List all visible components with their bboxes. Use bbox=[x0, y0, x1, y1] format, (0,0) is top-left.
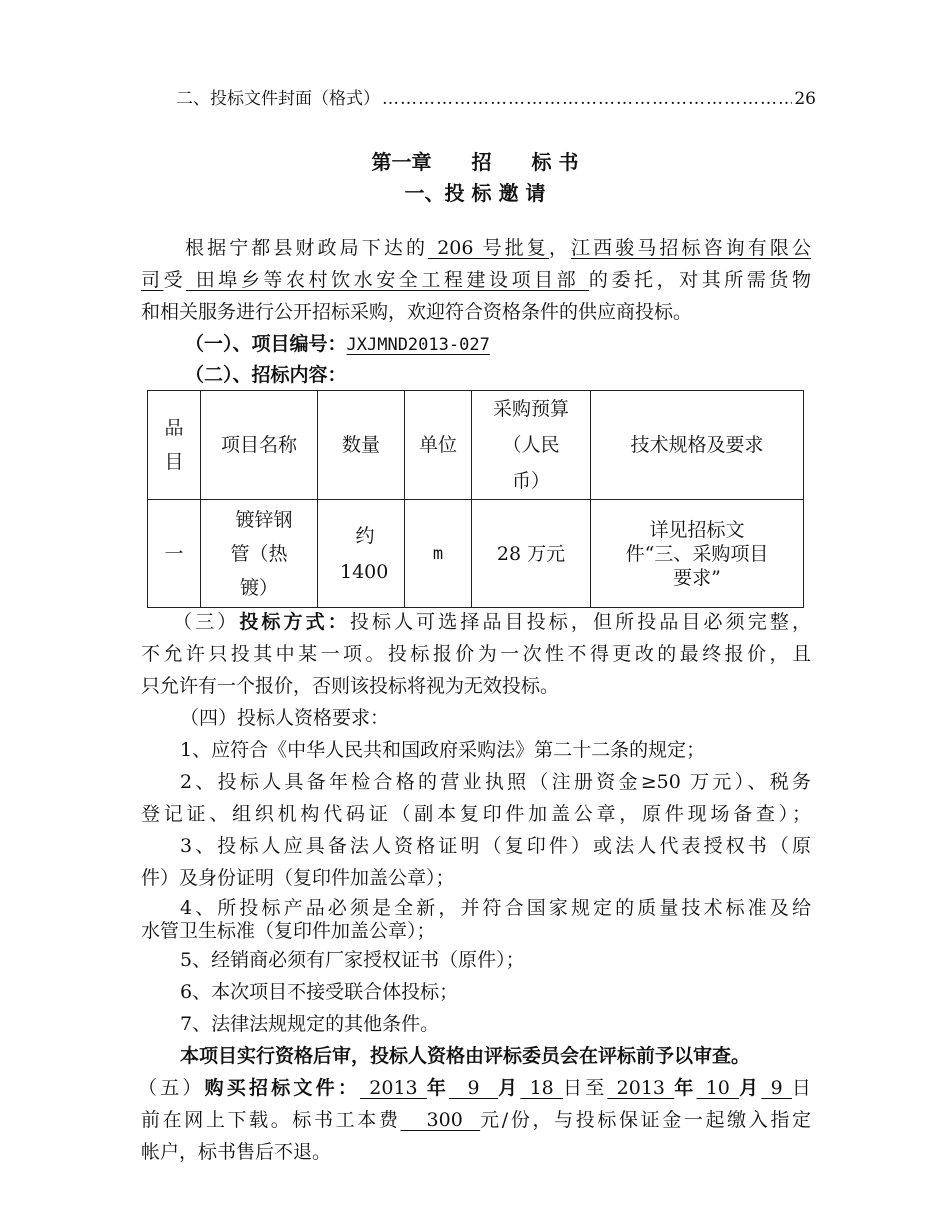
qualification-title: （四）投标人资格要求： bbox=[180, 707, 390, 729]
cell-spec bbox=[591, 500, 804, 608]
unit-year: 年 bbox=[674, 1077, 697, 1099]
toc-entry[interactable] bbox=[176, 84, 816, 109]
header-text: 品目 bbox=[164, 417, 184, 473]
qualification-item-2b: 登记证、组织机构代码证（副本复印件加盖公章，原件现场备查）； bbox=[141, 803, 811, 825]
toc-entry-title: 二、投标文件封面（格式） bbox=[176, 89, 380, 109]
qualification-item-2a: 2、投标人具备年检合格的营业执照（注册资金≥50 万元）、税务 bbox=[180, 771, 811, 793]
qualification-item-4a: 4、所投标产品必须是全新，并符合国家规定的质量技术标准及给 bbox=[180, 897, 811, 919]
qualification-item-6: 6、本次项目不接受联合体投标； bbox=[180, 981, 459, 1003]
intro-text: 受 bbox=[163, 269, 187, 291]
qualification-item-7: 7、法律法规规定的其他条件。 bbox=[180, 1013, 440, 1035]
qualification-item-4b: 水管卫生标准（复印件加盖公章）； bbox=[141, 920, 436, 942]
unit-year: 年 bbox=[426, 1077, 450, 1099]
agency-name: 江西骏马招标咨询有限公 bbox=[571, 237, 811, 259]
toc-page-number: 26 bbox=[794, 89, 816, 109]
intro-comma: ， bbox=[548, 237, 571, 259]
intro-line-1 bbox=[141, 233, 811, 263]
cell-budget: 28 万元 bbox=[472, 500, 591, 608]
header-budget bbox=[472, 391, 591, 500]
chapter-title: 第一章 招 标 书 bbox=[371, 150, 579, 174]
review-note: 本项目实行资格后审，投标人资格由评标委员会在评标前予以审查。 bbox=[180, 1045, 751, 1067]
start-month: 9 bbox=[449, 1077, 499, 1099]
method-prefix: （三） bbox=[173, 611, 240, 633]
method-text: 投标人可选择品目投标，但所投品目必须完整， bbox=[349, 611, 811, 633]
header-spec: 技术规格及要求 bbox=[591, 391, 804, 500]
client-name: 田埠乡等农村饮水安全工程建设项目部 bbox=[186, 269, 589, 291]
approval-number: 206 号批复 bbox=[428, 237, 549, 259]
unit-day: 日 bbox=[791, 1077, 811, 1099]
cell-text: 约1400 bbox=[340, 524, 389, 583]
unit-day-to: 日至 bbox=[563, 1077, 608, 1099]
start-day: 18 bbox=[520, 1077, 564, 1099]
intro-line-3: 和相关服务进行公开招标采购，欢迎符合资格条件的供应商投标。 bbox=[141, 301, 693, 323]
table-row bbox=[148, 500, 804, 608]
header-text: 采购预算（人民币） bbox=[492, 398, 569, 492]
project-number-value: JXJMND2013-027 bbox=[346, 335, 490, 355]
intro-text: 的委托，对其所需货物 bbox=[588, 269, 811, 291]
intro-text: 根据宁都县财政局下达的 bbox=[185, 237, 429, 259]
header-unit: 单位 bbox=[405, 391, 472, 500]
purchase-text: 元/份，与投标保证金一起缴入指定 bbox=[480, 1109, 811, 1131]
end-year: 2013 bbox=[607, 1077, 675, 1099]
unit-month: 月 bbox=[739, 1077, 762, 1099]
purchase-line-1 bbox=[138, 1073, 811, 1103]
purchase-label: 购买招标文件： bbox=[204, 1077, 361, 1099]
qualification-item-5: 5、经销商必须有厂家授权证书（原件）； bbox=[180, 949, 525, 971]
cell-name bbox=[201, 500, 318, 608]
end-month: 10 bbox=[696, 1077, 740, 1099]
method-line-3: 只允许有一个报价，否则该投标将视为无效投标。 bbox=[141, 675, 560, 697]
table-header-row bbox=[148, 391, 804, 500]
method-line-2: 不允许只投其中某一项。投标报价为一次性不得更改的最终报价，且 bbox=[141, 643, 811, 665]
document-fee: 300 bbox=[400, 1109, 481, 1131]
purchase-text: 前在网上下载。标书工本费 bbox=[141, 1109, 401, 1131]
method-label: 投标方式： bbox=[239, 611, 350, 633]
intro-line-2 bbox=[141, 265, 811, 295]
header-item bbox=[148, 391, 201, 500]
qualification-item-3a: 3、投标人应具备法人资格证明（复印件）或法人代表授权书（原 bbox=[180, 835, 811, 857]
section-title: 一、投 标 邀 请 bbox=[404, 181, 546, 205]
project-number-label: （一）、项目编号： bbox=[185, 333, 347, 355]
qualification-item-3b: 件）及身份证明（复印件加盖公章）； bbox=[141, 867, 455, 889]
purchase-line-3: 帐户，标书售后不退。 bbox=[141, 1141, 332, 1163]
qualification-item-1: 1、应符合《中华人民共和国政府采购法》第二十二条的规定； bbox=[180, 739, 706, 761]
items-table bbox=[147, 390, 804, 608]
start-year: 2013 bbox=[360, 1077, 427, 1099]
agency-name-end: 司 bbox=[141, 269, 164, 291]
end-day: 9 bbox=[761, 1077, 792, 1099]
project-number bbox=[185, 329, 855, 359]
purchase-prefix: （五） bbox=[138, 1077, 205, 1099]
content-label: （二）、招标内容： bbox=[185, 364, 347, 386]
cell-text: 详见招标文件“三、采购项目要求” bbox=[625, 518, 769, 589]
purchase-line-2 bbox=[141, 1105, 811, 1135]
cell-text: 镀锌钢管（热镀） bbox=[230, 508, 293, 599]
header-qty: 数量 bbox=[318, 391, 405, 500]
cell-qty bbox=[318, 500, 405, 608]
unit-month: 月 bbox=[498, 1077, 521, 1099]
toc-leader-dots bbox=[382, 89, 792, 109]
cell-item: 一 bbox=[148, 500, 201, 608]
method-line-1 bbox=[141, 607, 811, 637]
cell-unit: m bbox=[405, 500, 472, 608]
header-name: 项目名称 bbox=[201, 391, 318, 500]
